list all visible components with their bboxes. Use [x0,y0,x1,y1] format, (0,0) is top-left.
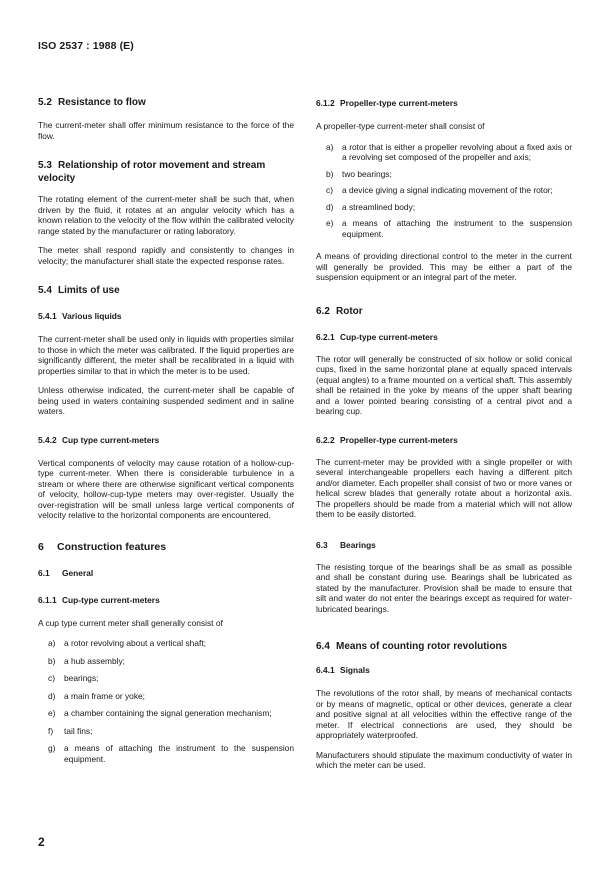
list-item: d) a streamlined body; [326,201,416,212]
list-item: c) a device giving a signal indicating movement of the rotor; [326,185,553,195]
paragraph: The meter shall respond rapidly and consistently to changes in velocity; the manufacturer shall state the expected response rates. [38,245,294,266]
list-item: e) a means of attaching the instrument to the suspension equipment. [326,218,572,239]
left-column [38,96,294,764]
heading-6-3: 6.3 Bearings [316,539,376,550]
heading-6: 6 Construction features [38,540,167,553]
paragraph: Manufacturers should stipulate the maximum conductivity of water in which the meter can be used. [316,749,572,770]
list [38,638,294,764]
heading-6-2-2: 6.2.2 Propeller-type current-meters [316,434,458,445]
paragraph: The current-meter shall offer minimum resistance to the force of the flow. [38,120,294,141]
list-item: d) a main frame or yoke; [48,690,145,701]
list-item: b) a hub assembly; [48,655,125,666]
heading-6-4-1: 6.4.1 Signals [316,665,370,675]
paragraph: Unless otherwise indicated, the current-meter shall be capable of being used in waters containing suspended sediment and in saline waters. [38,385,294,416]
standard-header: ISO 2537 : 1988 (E) [38,40,134,52]
list-item: g) a means of attaching the instrument to the suspension equipment. [48,743,294,764]
heading-5-3: 5.3 Relationship of rotor movement and stream velocity [38,160,266,184]
heading-6-1: 6.1 General [38,567,94,578]
heading-6-2: 6.2 Rotor [316,305,363,317]
right-column [316,96,572,771]
paragraph: The rotating element of the current-meter shall be such that, when driven by the fluid, it rotates at an angular velocity which has a known relation to the velocity of the flow within the calibrated velocity range stated by the manufacturer or rating laboratory. [38,194,294,236]
paragraph: A cup type current meter shall generally consist of [38,617,223,628]
paragraph: The rotor will generally be constructed of six hollow or solid conical cups, fixed in the same horizontal plane at equally spaced intervals (equal angles) to a frame mounted on a vertical shaft. This assembly shall be retained in the yoke by means of the upper shaft bearing and a lower pointed bearing consisting of a central pivot and a bearing cup. [316,353,572,416]
list-item: b) two bearings; [326,168,392,179]
paragraph: The current-meter shall be used only in liquids with properties similar to those in which the meter was calibrated. If the liquid properties are significantly different, the meter shall be recalibrated in a liquid with properties similar to that in which the meter is to be used. [38,334,294,376]
list-item: e) a chamber containing the signal generation mechanism; [48,708,272,718]
list-item: a) a rotor revolving about a vertical shaft; [48,638,206,648]
heading-5-4-1: 5.4.1 Various liquids [38,311,122,321]
list [316,142,572,240]
paragraph: The current-meter may be provided with a single propeller or with several interchangeable propellers each having a different pitch and/or diameter. Each propeller shall consist of two or more vanes or helical screw blades that generally rotate about a horizontal axis. The propellers should be made from a material which will not allow them to be easily distorted. [316,456,572,519]
paragraph: Vertical components of velocity may cause rotation of a hollow-cup-type current-meter. When there is considerable turbulence in a stream or where there are otherwise significant vertical components of velocity, hollow-cup-type meters may over-register. Usually the over-registration will be small unless large vertical components of velocity relative to the horizontal components are encountered. [38,457,294,520]
list-item: a) a rotor that is either a propeller revolving about a fixed axis or a revolving set composed of the propeller and axis; [326,141,572,162]
paragraph: A propeller-type current-meter shall consist of [316,121,485,131]
page-number: 2 [38,835,45,849]
list-item: f) tail fins; [48,725,93,736]
heading-6-2-1: 6.2.1 Cup-type current-meters [316,331,438,342]
list-item: c) bearings; [48,673,99,683]
heading-6-4: 6.4 Means of counting rotor revolutions [316,641,508,652]
paragraph: The revolutions of the rotor shall, by means of mechanical contacts or by means of magnetic, optical or other devices, generate a clear and positive signal at all velocities within the effective range of the meter. If electrical connections are used, they should be appropriately waterproofed. [316,688,572,740]
paragraph: The resisting torque of the bearings shall be as small as possible and shall be constant during use. Bearings shall be lubricated as stated by the manufacturer. Provision shall be made to ensure that silt and water do not enter the bearings except as required for water-lubricated bearings. [316,561,572,614]
heading-5-4-2: 5.4.2 Cup type current-meters [38,434,160,445]
heading-6-1-1: 6.1.1 Cup-type current-meters [38,594,160,605]
paragraph: A means of providing directional control to the meter in the current will generally be provided. This may be either a part of the suspension equipment or an integral part of the meter. [316,251,572,282]
heading-5-2: 5.2 Resistance to flow [38,97,146,108]
heading-6-1-2: 6.1.2 Propeller-type current-meters [316,98,458,108]
heading-5-4: 5.4 Limits of use [38,285,120,296]
